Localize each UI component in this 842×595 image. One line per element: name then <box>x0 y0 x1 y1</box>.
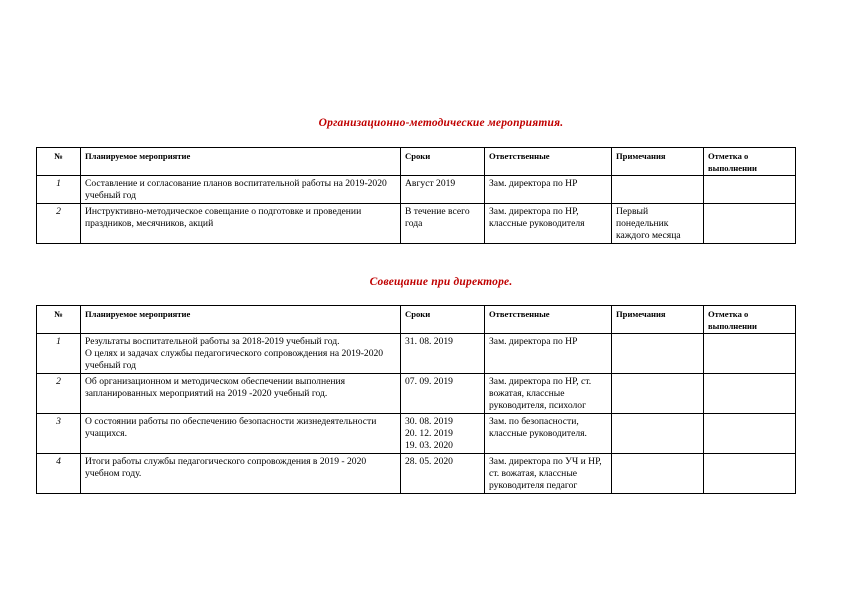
row-num: 4 <box>37 454 81 494</box>
table-row <box>37 334 796 374</box>
row-dates: В течение всего года <box>401 204 485 244</box>
row-notes <box>612 414 704 454</box>
row-num: 1 <box>37 334 81 374</box>
director-meeting-table <box>36 305 796 494</box>
header-mark: Отметка о выполнении <box>704 306 796 334</box>
row-event <box>81 374 401 414</box>
header-num: № <box>37 306 81 334</box>
event-line: Результаты воспитательной работы за 2018-2019 учебный год. <box>85 336 340 347</box>
row-mark <box>704 454 796 494</box>
row-notes <box>612 334 704 374</box>
date-line: 28. 05. 2020 <box>405 456 453 467</box>
row-notes <box>612 374 704 414</box>
table-header-row <box>37 306 796 334</box>
header-notes: Примечания <box>612 148 704 176</box>
row-num: 3 <box>37 414 81 454</box>
table-row <box>37 414 796 454</box>
row-notes <box>612 454 704 494</box>
organizational-events-table <box>36 147 796 244</box>
header-event: Планируемое мероприятие <box>81 306 401 334</box>
row-mark <box>704 374 796 414</box>
header-notes: Примечания <box>612 306 704 334</box>
row-responsible: Зам. директора по НР <box>485 334 612 374</box>
row-num: 1 <box>37 176 81 204</box>
row-event <box>81 454 401 494</box>
event-line: Итоги работы службы педагогического сопровождения в 2019 - 2020 учебном году. <box>85 456 367 479</box>
row-num: 2 <box>37 374 81 414</box>
header-event: Планируемое мероприятие <box>81 148 401 176</box>
row-notes <box>612 176 704 204</box>
row-dates: Август 2019 <box>401 176 485 204</box>
row-num: 2 <box>37 204 81 244</box>
event-line: О состоянии работы по обеспечению безопасности жизнедеятельности учащихся. <box>85 416 377 439</box>
date-line: 30. 08. 2019 <box>405 416 453 427</box>
row-dates <box>401 414 485 454</box>
row-mark <box>704 176 796 204</box>
row-responsible: Зам. директора по УЧ и НР, ст. вожатая, классные руководителя педагог <box>485 454 612 494</box>
table-row <box>37 374 796 414</box>
row-dates <box>401 334 485 374</box>
row-responsible: Зам. директора по НР, ст. вожатая, классные руководителя, психолог <box>485 374 612 414</box>
header-dates: Сроки <box>401 306 485 334</box>
row-responsible: Зам. директора по НР <box>485 176 612 204</box>
header-responsible: Ответственные <box>485 148 612 176</box>
table-header-row <box>37 148 796 176</box>
event-line: О целях и задачах службы педагогического сопровождения на 2019-2020 учебный год <box>85 348 384 371</box>
header-mark: Отметка о выполнении <box>704 148 796 176</box>
section-title-director-meeting: Совещание при директоре. <box>369 276 513 288</box>
row-responsible: Зам. по безопасности, классные руководителя. <box>485 414 612 454</box>
date-line: 20. 12. 2019 <box>405 428 453 439</box>
row-event: Инструктивно-методическое совещание о подготовке и проведении праздников, месячников, акций <box>81 204 401 244</box>
event-line: Об организационном и методическом обеспечении выполнения запланированных мероприятий на 2019 -2020 учебный год. <box>85 376 346 399</box>
row-mark <box>704 334 796 374</box>
row-notes: Первый понедельник каждого месяца <box>612 204 704 244</box>
row-event: Составление и согласование планов воспитательной работы на 2019-2020 учебный год <box>81 176 401 204</box>
row-dates <box>401 374 485 414</box>
row-mark <box>704 204 796 244</box>
table-row <box>37 176 796 204</box>
date-line: 19. 03. 2020 <box>405 440 453 451</box>
header-num: № <box>37 148 81 176</box>
date-line: 07. 09. 2019 <box>405 376 453 387</box>
header-responsible: Ответственные <box>485 306 612 334</box>
row-dates <box>401 454 485 494</box>
row-event <box>81 334 401 374</box>
date-line: 31. 08. 2019 <box>405 336 453 347</box>
table-row <box>37 454 796 494</box>
section-title-organizational: Организационно-методические мероприятия. <box>318 117 564 129</box>
table-row <box>37 204 796 244</box>
row-mark <box>704 414 796 454</box>
row-responsible: Зам. директора по НР, классные руководителя <box>485 204 612 244</box>
row-event <box>81 414 401 454</box>
header-dates: Сроки <box>401 148 485 176</box>
